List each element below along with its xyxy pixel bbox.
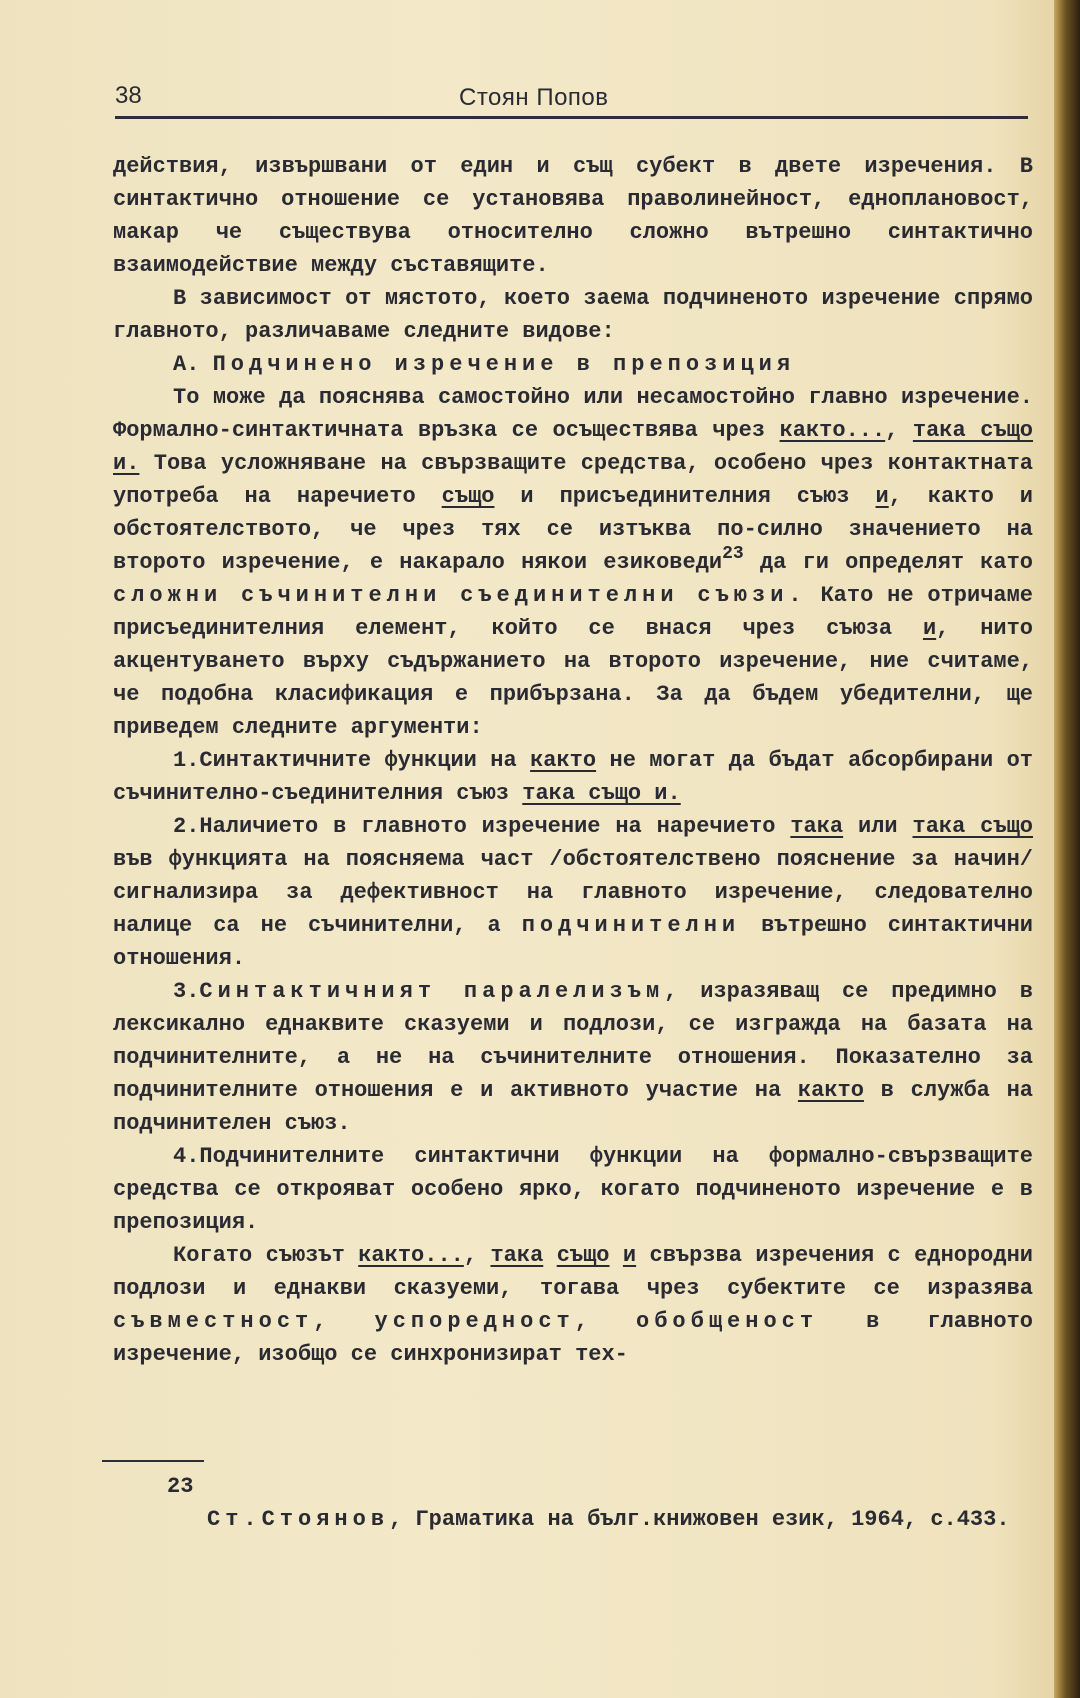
text-run: в главното изречение, изобщо се синхронизират тех- <box>113 1309 1034 1367</box>
underlined-term: така също <box>912 814 1033 839</box>
underlined-term: така <box>790 814 844 839</box>
text-run <box>543 1243 556 1268</box>
text-run: или <box>843 814 913 839</box>
spaced-term: Синтактичният паралелизъм <box>199 979 665 1004</box>
footnote-rule <box>102 1460 204 1462</box>
underlined-term: и <box>922 616 937 641</box>
paragraph-1: действия, извършвани от един и същ субект в двете изречения. В синтактично отношение се установява праволинейност, еднoплановост, макар че съществува относително сложно вътрешно синтактично взаимодействие между съставящите. <box>113 154 1033 278</box>
text-run: То може да пояснява самостойно или несамостойно главно изречение. Формално-синтактичната връзка се осъществява чрез <box>113 385 1033 443</box>
paragraph-2: В зависимост от мястото, което заема подчиненото изречение спрямо главното, различаваме следните видове: <box>113 286 1033 344</box>
spaced-term: обобщеност <box>636 1309 819 1334</box>
text-run: 2.Наличието в главното изречение на наречието <box>173 814 791 839</box>
body-text <box>113 150 1033 1371</box>
spaced-term: успоредност <box>374 1309 575 1334</box>
underlined-term: така също и. <box>522 781 681 806</box>
header-rule <box>115 116 1028 119</box>
running-author: Стоян Попов <box>459 84 609 111</box>
argument-4: 4.Подчинителните синтактични функции на формално-свързващите средства се открояват особено ярко, когато подчиненото изречение е в препозиция. <box>113 1144 1033 1235</box>
underlined-term: и <box>875 484 889 509</box>
spaced-term: съвместност <box>113 1309 314 1334</box>
argument-2 <box>113 810 1033 975</box>
footnote-number: 23 <box>167 1474 194 1499</box>
underlined-term: както <box>530 748 597 773</box>
text-run <box>610 1243 623 1268</box>
text-run: вътрешно синтактични отношения. <box>113 913 1033 971</box>
page-number: 38 <box>115 82 142 109</box>
underlined-term: и <box>622 1243 637 1268</box>
text-run: , нито акцентуването върху съдържанието на второто изречение, ние считаме, че подобна класификация е прибързана. За да бъдем убедителни, ще приведем следните аргументи: <box>113 616 1034 740</box>
underlined-term: така <box>490 1243 544 1268</box>
text-run: не могат да бъдат абсорбирани от съчинително-съединителния съюз <box>113 748 1033 806</box>
underlined-term: както... <box>358 1243 464 1268</box>
footnote-text <box>113 1503 1033 1536</box>
text-run: и присъединителния съюз <box>494 484 876 509</box>
text-run: във функцията на поясняема част /обстоятелствено пояснение за начин/ сигнализира за дефективност на главното изречение, следователно налице са не съчинителни, а <box>113 847 1033 938</box>
book-spine-shadow <box>1054 0 1080 1698</box>
text-run: Като не отричаме присъединителния елемент, който се внася чрез съюза <box>113 583 1033 641</box>
text-run: , <box>885 418 913 443</box>
underlined-term: както... <box>779 418 886 443</box>
argument-3 <box>113 975 1033 1140</box>
text-run: 3. <box>173 979 200 1004</box>
section-letter: А. <box>173 352 213 377</box>
text-run: , както и обстоятелството, че чрез тях се изтъква по-силно значението на второто изречение, е накарало някои езиковеди <box>113 484 1033 575</box>
text-run: да ги определят като <box>743 550 1033 575</box>
section-title: Подчинено изречение в препозиция <box>212 352 796 377</box>
argument-1 <box>113 744 1033 810</box>
spaced-term: сложни съчинителни съединителни съюзи. <box>113 583 807 608</box>
text-run: , <box>463 1243 491 1268</box>
footnote <box>113 1470 1033 1536</box>
footnote-author: Ст.Стоянов <box>207 1507 390 1532</box>
underlined-term: също <box>441 484 495 509</box>
text-run: , <box>574 1309 637 1334</box>
spaced-term: подчинителни <box>521 913 741 938</box>
text-run: Това усложняване на свързващите средства, особено чрез контактната употреба на наречието <box>113 451 1033 509</box>
running-header <box>115 82 1028 122</box>
underlined-term: както <box>797 1078 864 1103</box>
text-run: свързва изречения с еднородни подлози и еднакви сказуеми, тогава чрез субектите се изразява <box>113 1243 1033 1301</box>
text-run: Когато съюзът <box>173 1243 359 1268</box>
text-run: , изразяващ се предимно в лексикално еднаквите сказуеми и подлози, се изгражда на базата на подчинителните, а не на съчинителните отношения. Показателно за подчинителните отношения е и активното участие на <box>113 979 1033 1103</box>
text-run: , <box>313 1309 375 1334</box>
paragraph-4 <box>113 381 1033 744</box>
text-run: в служба на подчинителен съюз. <box>113 1078 1033 1136</box>
underlined-term: така също и. <box>113 418 1034 476</box>
paragraph-5 <box>113 1239 1033 1371</box>
text-run: 1.Синтактичните функции на <box>173 748 531 773</box>
footnote-citation: , Граматика на бълг.книжовен език, 1964, с.433. <box>389 1507 1010 1532</box>
underlined-term: също <box>556 1243 610 1268</box>
footnote-reference: 23 <box>722 544 744 564</box>
section-heading <box>113 348 1033 381</box>
